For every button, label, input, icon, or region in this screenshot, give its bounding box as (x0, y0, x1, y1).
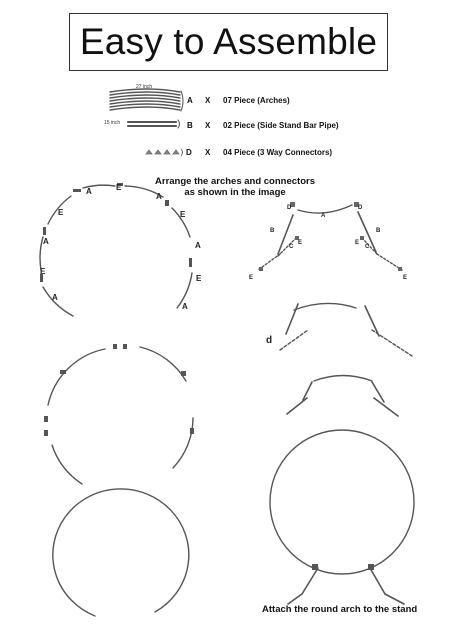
label-step2-a: A (321, 213, 326, 219)
step2-labels (249, 205, 407, 281)
label-a-5: A (52, 293, 58, 302)
label-step2-e-left-bottom: E (249, 275, 254, 281)
legend-text-arch: 07 Piece (Arches) (223, 96, 290, 105)
instruction-line-1: Arrange the arches and connectors (155, 176, 315, 187)
label-step2-c-left: C (289, 244, 294, 250)
legend-letter-bar: B (187, 121, 193, 130)
label-e-1: E (116, 183, 122, 192)
label-step2-d-right: D (358, 205, 363, 211)
label-step2-e-right: E (355, 240, 360, 246)
legend-text-bar: 02 Piece (Side Stand Bar Pipe) (223, 121, 339, 130)
page-title: Easy to Assemble (79, 21, 378, 62)
step5-ring-connected (44, 344, 194, 484)
legend-letter-arch: A (187, 96, 193, 105)
label-step3-d: d (266, 335, 273, 346)
label-e-3: E (180, 210, 186, 219)
step7-ring-on-stand (270, 430, 414, 604)
legend-times-arch: X (205, 96, 211, 105)
legend-times-bar: X (205, 121, 211, 130)
label-step2-c-right: C (365, 244, 370, 250)
step1-open-ring (40, 183, 192, 316)
label-step2-b-left: B (270, 228, 275, 234)
label-e-5: E (196, 274, 202, 283)
step6-ring-complete (53, 489, 189, 616)
step4-stand-assembled (287, 376, 398, 417)
label-e-2: E (58, 208, 64, 217)
legend-bar-pipe-icon (128, 120, 180, 128)
label-a-3: A (43, 237, 49, 246)
step3-stand-connection (280, 303, 412, 356)
label-step2-b-right: B (376, 228, 381, 234)
legend-times-connector: X (205, 148, 211, 157)
footer-caption: Attach the round arch to the stand (262, 604, 418, 615)
instruction-line-2: as shown in the image (184, 187, 286, 198)
step2-stand-arrangement (258, 202, 402, 271)
label-step2-e-right-bottom: E (403, 275, 408, 281)
legend-dim-arch: 27 inch (136, 84, 153, 90)
label-step2-d-left: D (287, 205, 292, 211)
label-a-2: A (156, 192, 162, 201)
legend-arch-bundle-icon (110, 89, 183, 111)
label-a-4: A (195, 241, 201, 250)
legend-text-connector: 04 Piece (3 Way Connectors) (223, 148, 333, 157)
legend-dim-bar: 15 inch (104, 120, 121, 126)
label-e-4: E (40, 267, 46, 276)
label-a-6: A (182, 302, 188, 311)
legend-connector-icon (146, 150, 179, 154)
legend-letter-connector: D (186, 148, 192, 157)
label-step2-e-left: E (298, 240, 303, 246)
label-a-1: A (86, 187, 92, 196)
